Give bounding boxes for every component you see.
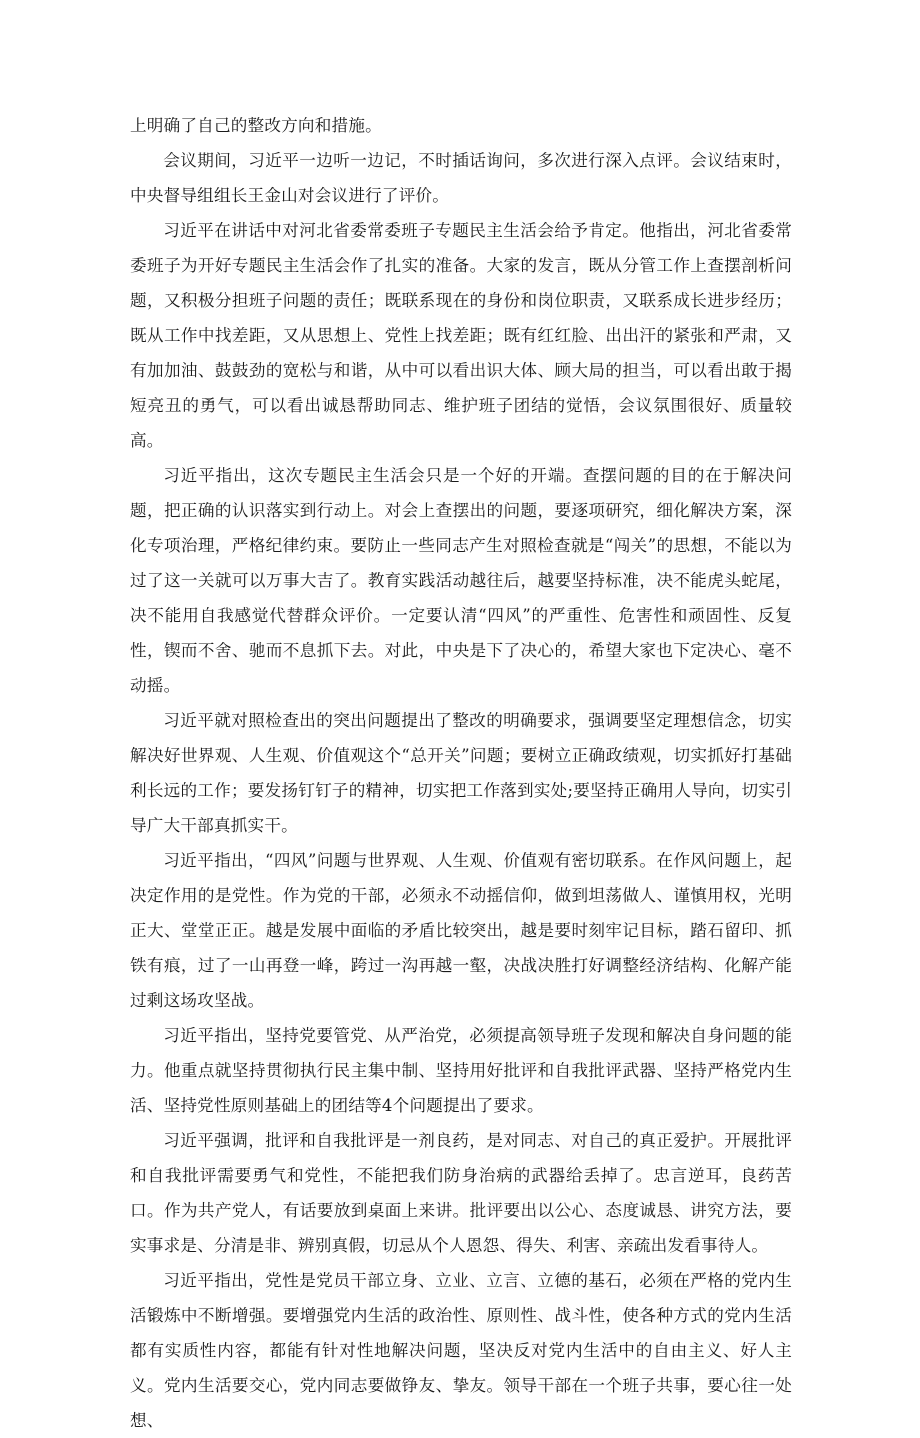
paragraph-6: 习近平指出，“四风”问题与世界观、人生观、价值观有密切联系。在作风问题上，起决定作用的是党性。作为党的干部，必须永不动摇信仰，做到坦荡做人、谨慎用权，光明正大、堂堂正正。越是发展中面临的矛盾比较突出，越是要时刻牢记目标，踏石留印、抓铁有痕，过了一山再登一峰，跨过一沟再越一壑，决战决胜打好调整经济结构、化解产能过剩这场攻坚战。	[130, 851, 792, 1010]
paragraph-7: 习近平指出，坚持党要管党、从严治党，必须提高领导班子发现和解决自身问题的能力。他重点就坚持贯彻执行民主集中制、坚持用好批评和自我批评武器、坚持严格党内生活、坚持党性原则基础上的团结等4个问题提出了要求。	[130, 1026, 792, 1115]
paragraph-3: 习近平在讲话中对河北省委常委班子专题民主生活会给予肯定。他指出，河北省委常委班子为开好专题民主生活会作了扎实的准备。大家的发言，既从分管工作上查摆剖析问题，又积极分担班子问题的责任；既联系现在的身份和岗位职责，又联系成长进步经历；既从工作中找差距，又从思想上、党性上找差距；既有红红脸、出出汗的紧张和严肃，又有加加油、鼓鼓劲的宽松与和谐，从中可以看出识大体、顾大局的担当，可以看出敢于揭短亮丑的勇气，可以看出诚恳帮助同志、维护班子团结的觉悟，会议氛围很好、质量较高。	[130, 221, 792, 450]
paragraph-2: 会议期间，习近平一边听一边记，不时插话询问，多次进行深入点评。会议结束时，中央督导组组长王金山对会议进行了评价。	[130, 151, 792, 205]
paragraph-8: 习近平强调，批评和自我批评是一剂良药，是对同志、对自己的真正爱护。开展批评和自我批评需要勇气和党性，不能把我们防身治病的武器给丢掉了。忠言逆耳，良药苦口。作为共产党人，有话要放到桌面上来讲。批评要出以公心、态度诚恳、讲究方法，要实事求是、分清是非、辨别真假，切忌从个人恩怨、得失、利害、亲疏出发看事待人。	[130, 1131, 792, 1255]
paragraph-5: 习近平就对照检查出的突出问题提出了整改的明确要求，强调要坚定理想信念，切实解决好世界观、人生观、价值观这个“总开关”问题；要树立正确政绩观，切实抓好打基础利长远的工作；要发扬钉钉子的精神，切实把工作落到实处;要坚持正确用人导向，切实引导广大干部真抓实干。	[130, 711, 792, 835]
document-body	[130, 108, 792, 1438]
paragraph-9: 习近平指出，党性是党员干部立身、立业、立言、立德的基石，必须在严格的党内生活锻炼中不断增强。要增强党内生活的政治性、原则性、战斗性，使各种方式的党内生活都有实质性内容，都能有针对性地解决问题，坚决反对党内生活中的自由主义、好人主义。党内生活要交心，党内同志要做铮友、挚友。领导干部在一个班子共事，要心往一处想、	[130, 1271, 792, 1430]
paragraph-4: 习近平指出，这次专题民主生活会只是一个好的开端。查摆问题的目的在于解决问题，把正确的认识落实到行动上。对会上查摆出的问题，要逐项研究，细化解决方案，深化专项治理，严格纪律约束。要防止一些同志产生对照检查就是“闯关”的思想，不能以为过了这一关就可以万事大吉了。教育实践活动越往后，越要坚持标准，决不能虎头蛇尾，决不能用自我感觉代替群众评价。一定要认清“四风”的严重性、危害性和顽固性、反复性，锲而不舍、驰而不息抓下去。对此，中央是下了决心的，希望大家也下定决心、毫不动摇。	[130, 466, 792, 695]
paragraph-1: 上明确了自己的整改方向和措施。	[130, 116, 382, 135]
